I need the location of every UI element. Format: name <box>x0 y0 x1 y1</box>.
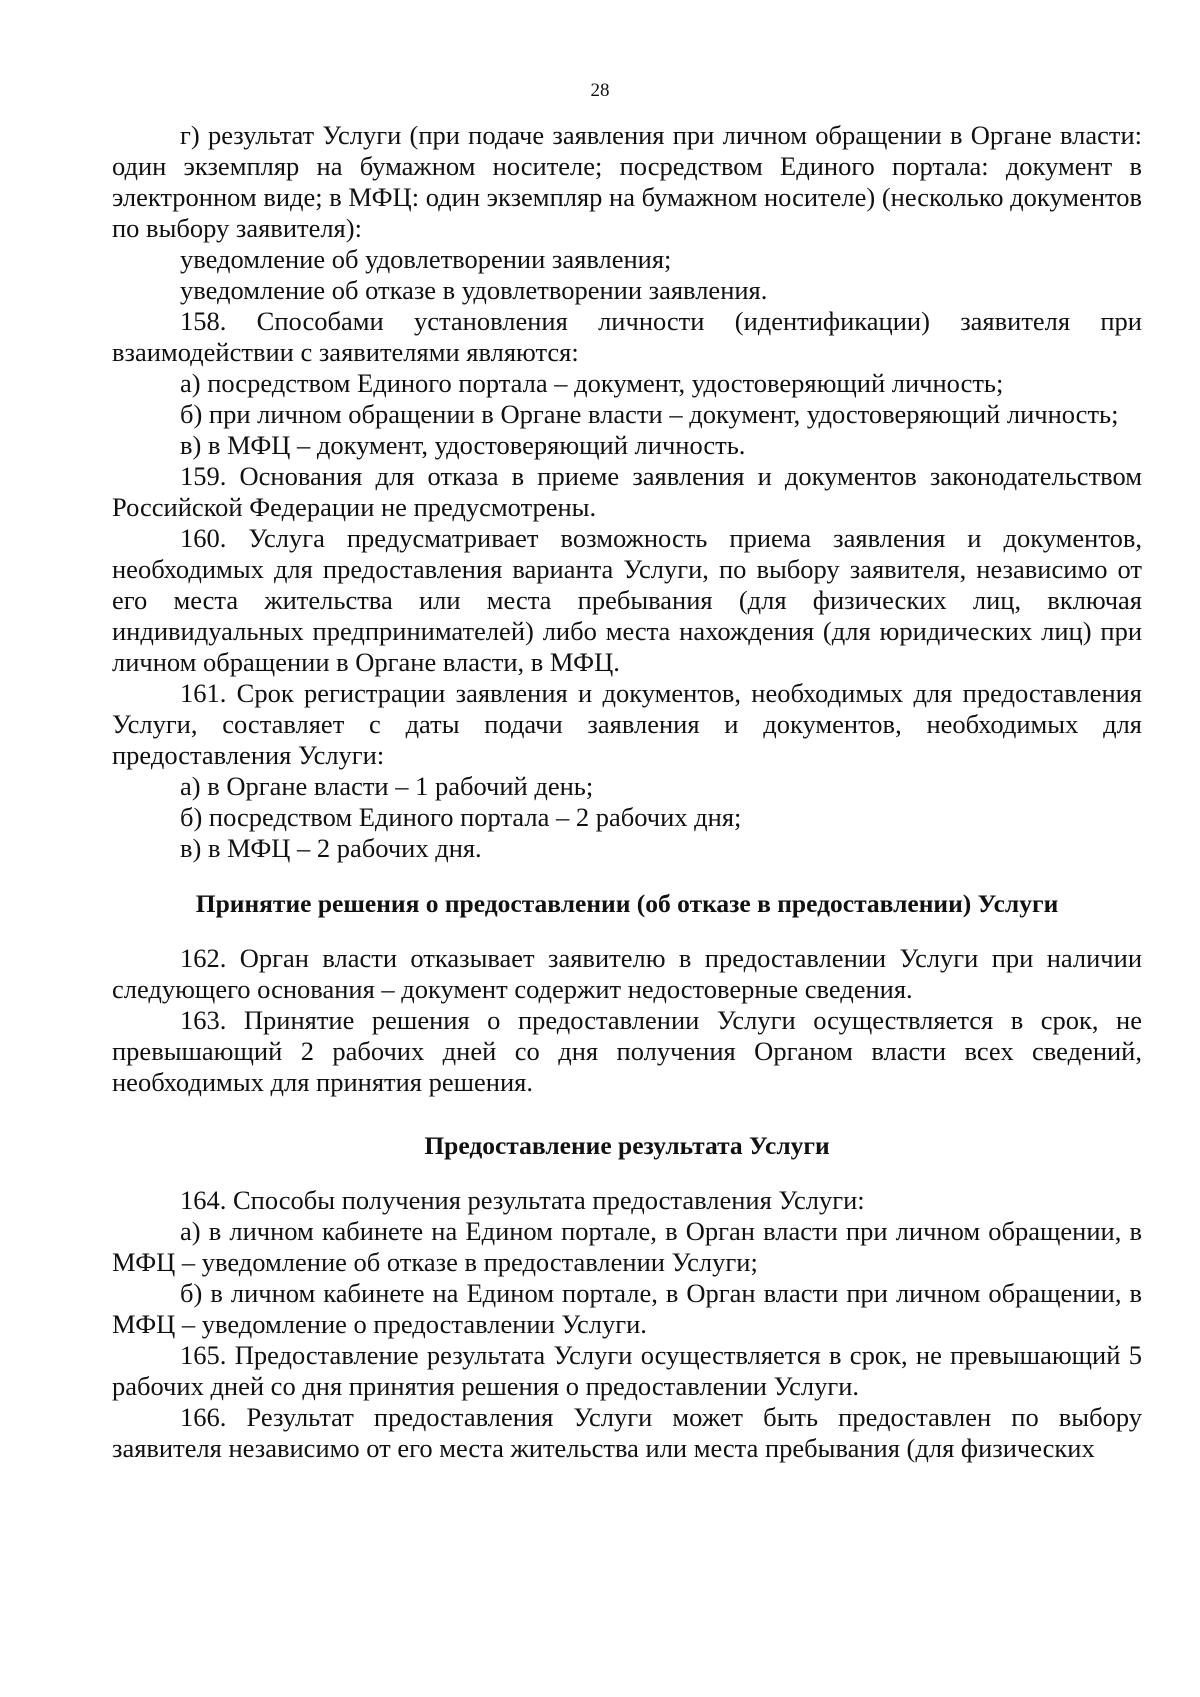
paragraph: г) результат Услуги (при подаче заявления при личном обращении в Органе власти: один экземпляр на бумажном носителе; посредством Единого портала: документ в электронном виде; в МФЦ: один экземпляр на бумажном носителе) (несколько документов по выбору заявителя): <box>112 120 1142 243</box>
paragraph: 165. Предоставление результата Услуги осуществляется в срок, не превышающий 5 рабочих дней со дня принятия решения о предоставлении Услуги. <box>112 1340 1142 1401</box>
paragraph: 164. Способы получения результата предоставления Услуги: <box>180 1185 865 1215</box>
paragraph: а) посредством Единого портала – документ, удостоверяющий личность; <box>180 368 1004 398</box>
paragraph: 161. Срок регистрации заявления и документов, необходимых для предоставления Услуги, составляет с даты подачи заявления и документов, необходимых для предоставления Услуги: <box>112 678 1142 770</box>
paragraph: б) посредством Единого портала – 2 рабочих дня; <box>180 802 742 832</box>
paragraph: 163. Принятие решения о предоставлении Услуги осуществляется в срок, не превышающий 2 рабочих дней со дня получения Органом власти всех сведений, необходимых для принятия решения. <box>112 1005 1142 1097</box>
paragraph: 160. Услуга предусматривает возможность приема заявления и документов, необходимых для предоставления варианта Услуги, по выбору заявителя, независимо от его места жительства или места пребывания (для физических лиц, включая индивидуальных предпринимателей) либо места нахождения (для юридических лиц) при личном обращении в Органе власти, в МФЦ. <box>112 523 1142 677</box>
paragraph: а) в личном кабинете на Едином портале, в Орган власти при личном обращении, в МФЦ – уведомление об отказе в предоставлении Услуги; <box>112 1216 1142 1277</box>
paragraph: 158. Способами установления личности (идентификации) заявителя при взаимодействии с заявителями являются: <box>112 306 1142 367</box>
section-heading-result: Предоставление результата Услуги <box>424 1131 830 1160</box>
paragraph: б) в личном кабинете на Едином портале, в Орган власти при личном обращении, в МФЦ – уведомление о предоставлении Услуги. <box>112 1278 1142 1339</box>
paragraph: 159. Основания для отказа в приеме заявления и документов законодательством Российской Федерации не предусмотрены. <box>112 461 1142 522</box>
page-number: 28 <box>590 80 610 101</box>
paragraph: 162. Орган власти отказывает заявителю в предоставлении Услуги при наличии следующего основания – документ содержит недостоверные сведения. <box>112 943 1142 1004</box>
paragraph: 166. Результат предоставления Услуги может быть предоставлен по выбору заявителя независимо от его места жительства или места пребывания (для физических <box>112 1402 1142 1463</box>
paragraph: б) при личном обращении в Органе власти – документ, удостоверяющий личность; <box>180 399 1119 429</box>
paragraph: уведомление об отказе в удовлетворении заявления. <box>180 275 768 305</box>
paragraph: в) в МФЦ – 2 рабочих дня. <box>180 833 482 863</box>
paragraph: в) в МФЦ – документ, удостоверяющий личность. <box>180 430 746 460</box>
paragraph: а) в Органе власти – 1 рабочий день; <box>180 771 594 801</box>
paragraph: уведомление об удовлетворении заявления; <box>180 244 672 274</box>
section-heading-decision: Принятие решения о предоставлении (об отказе в предоставлении) Услуги <box>195 889 1059 918</box>
document-body <box>112 120 1142 1464</box>
